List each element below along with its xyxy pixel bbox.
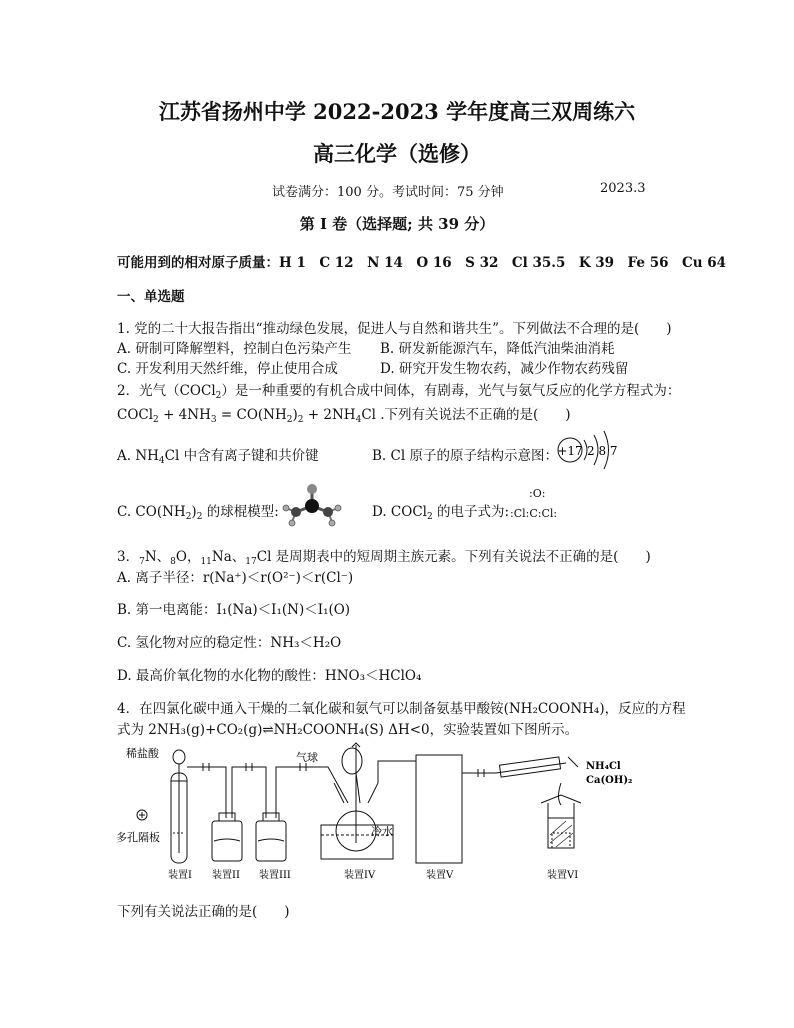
q2-option-b: B. Cl 原子的原子结构示意图： (372, 448, 558, 464)
label-porous-plate: 多孔隔板 (116, 831, 160, 844)
q1-option-d: D. 研究开发生物农药，减少作物农药残留 (380, 361, 629, 377)
eq-sub: 3 (210, 415, 217, 425)
label-caoh2: Ca(OH)₂ (586, 775, 633, 786)
q3-pre: 7 (139, 557, 145, 567)
shell-electrons: 2 8 7 (587, 444, 618, 458)
opt-part: 的球棍模型: (202, 504, 279, 520)
q2-sub: 2 (215, 391, 222, 401)
opt-sub: 4 (158, 456, 165, 466)
label-dilute-hcl: 稀盐酸 (126, 747, 159, 760)
section-heading: 第 I 卷（选择题; 共 39 分） (299, 215, 495, 233)
eq-part: ) (292, 407, 298, 423)
label-app6: 装置VI (547, 870, 579, 881)
q4-stem-line2: 式为 2NH₃(g)+CO₂(g)⇌NH₂COONH₄(S) ΔH<0，实验装置如下图所示。 (117, 722, 579, 738)
q3-stem (117, 545, 651, 567)
q1-stem: 1. 党的二十大报告指出“推动绿色发展，促进人与自然和谐共生”。下列做法不合理的是( ) (117, 321, 672, 337)
nucleus-label: +17 (557, 444, 583, 458)
q3-part: Na、 (211, 549, 246, 565)
q3-part: N、 (144, 549, 171, 565)
opt-part: 的电子式为: (432, 504, 510, 520)
q2-equation (117, 403, 571, 425)
eq-sub: 2 (286, 415, 293, 425)
q3-pre: 11 (200, 557, 212, 567)
q1-option-a: A. 研制可降解塑料，控制白色污染产生 (117, 341, 352, 357)
label-nh4cl: NH₄Cl (586, 761, 621, 772)
exam-info: 试卷满分：100 分。考试时间：75 分钟 (272, 185, 504, 200)
q3-part: O， (175, 549, 201, 565)
q2-option-d (372, 500, 509, 522)
opt-sub: 2 (426, 512, 433, 522)
exam-subtitle: 高三化学（选修） (313, 141, 481, 166)
opt-sub: 2 (196, 512, 203, 522)
label-app5: 装置V (426, 870, 454, 881)
ball-stick-model-image (278, 482, 346, 528)
eq-part: + 2NH (303, 407, 356, 423)
label-app3: 装置III (259, 870, 291, 881)
atomic-masses: 可能用到的相对原子质量：H 1 C 12 N 14 O 16 S 32 Cl 35.5 K 39 Fe 56 Cu 64 (117, 255, 727, 271)
q3-part: 3． (117, 549, 140, 565)
q2-cocl2: COCl (179, 383, 216, 399)
label-app4: 装置IV (344, 870, 376, 881)
opt-sub: 2 (185, 512, 192, 522)
q1-option-c: C. 开发利用天然纤维，停止使用合成 (117, 361, 338, 377)
exam-title: 江苏省扬州中学 2022-2023 学年度高三双周练六 (158, 99, 636, 124)
part-heading: 一、单选题 (117, 289, 185, 305)
q3-pre: 8 (170, 557, 176, 567)
exam-date: 2023.3 (600, 181, 646, 196)
eq-sub: 2 (153, 415, 159, 425)
label-app2: 装置II (212, 870, 240, 881)
q3-option-c: C. 氢化物对应的稳定性：NH₃＜H₂O (117, 635, 342, 651)
apparatus-diagram (116, 743, 633, 888)
q2-option-c (117, 500, 279, 522)
eq-part: Cl .下列有关说法不正确的是( ) (361, 407, 571, 423)
q2-stem-part: 2．光气（ (117, 383, 180, 399)
q3-part: Cl 是周期表中的短周期主族元素。下列有关说法不正确的是( ) (256, 549, 651, 565)
q3-option-a: A. 离子半径：r(Na⁺)＜r(O²⁻)＜r(Cl⁻) (117, 570, 354, 586)
opt-part: A. NH (117, 448, 159, 464)
label-balloon: 气球 (296, 751, 318, 764)
q3-pre: 17 (245, 557, 257, 567)
lewis-structure-main: :Cl:C:Cl: (510, 507, 558, 520)
q1-option-b: B. 研发新能源汽车，降低汽油柴油消耗 (380, 341, 615, 357)
q3-option-d: D. 最高价氧化物的水化物的酸性：HNO₃＜HClO₄ (117, 668, 422, 684)
opt-part: C. CO(NH (117, 504, 186, 520)
eq-part: COCl (117, 407, 154, 423)
label-app1: 装置I (168, 870, 192, 881)
q4-stem-line1: 4．在四氯化碳中通入干燥的二氧化碳和氨气可以制备氨基甲酸铵(NH₂COONH₄)，反应的方程 (117, 701, 686, 717)
eq-sub: 4 (355, 415, 362, 425)
opt-part: Cl 中含有离子键和共价键 (164, 448, 319, 464)
q2-option-a (117, 444, 319, 466)
q2-stem (117, 379, 680, 401)
eq-part: + 4NH (158, 407, 211, 423)
eq-sub: 2 (297, 415, 304, 425)
q3-option-b: B. 第一电离能：I₁(Na)＜I₁(N)＜I₁(O) (117, 602, 351, 618)
q2-stem-part: ）是一种重要的有机合成中间体，有剧毒，光气与氨气反应的化学方程式为： (221, 383, 681, 399)
opt-part: D. COCl (372, 504, 427, 520)
chlorine-atom-diagram (554, 428, 616, 470)
lewis-structure-top: :O: (529, 487, 546, 500)
q4-followup: 下列有关说法正确的是( ) (117, 904, 290, 920)
label-cold-water: 冷水 (371, 825, 393, 838)
opt-part: ) (191, 504, 197, 520)
eq-part: = CO(NH (216, 407, 287, 423)
